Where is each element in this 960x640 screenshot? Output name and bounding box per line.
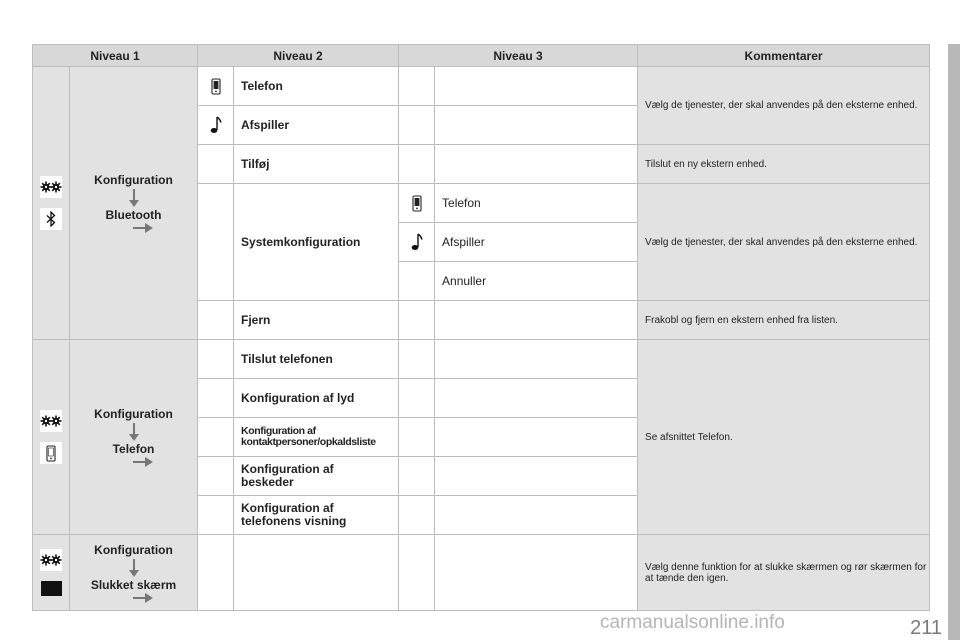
level2-icon-cell [198,535,234,611]
level2-item-label: Konfiguration af kontaktpersoner/opkaldsliste [241,425,376,448]
level3-item [435,496,638,535]
phone-icon [412,195,422,212]
arrow-right-icon [133,457,153,467]
level3-icon-cell [399,379,435,418]
level2-item [234,418,399,457]
phone-icon [211,78,221,95]
header-row [33,45,930,67]
level2-icon-cell [198,496,234,535]
level3-icon-cell [399,223,435,262]
page-number: 211 [910,617,942,639]
level3-item [435,535,638,611]
header-level3: Niveau 3 [399,45,638,67]
level2-icon-cell [198,418,234,457]
comment-cell: Frakobl og fjern en ekstern enhed fra listen. [638,301,930,340]
level2-item: Afspiller [234,106,399,145]
gear-icon [40,410,62,432]
table-row [33,67,930,106]
level2-icon-cell [198,301,234,340]
level3-item [435,145,638,184]
arrow-right-icon [133,593,153,603]
level3-icon-cell [399,535,435,611]
bluetooth-icon [40,208,62,230]
gear-icon [40,549,62,571]
level3-item [435,379,638,418]
level3-item: Annuller [435,262,638,301]
page-edge-tab [948,44,960,640]
level3-icon-cell [399,262,435,301]
level1-sublabel: Slukket skærm [90,577,177,592]
level3-icon-cell [399,457,435,496]
table-row [33,340,930,379]
header-level1: Niveau 1 [33,45,198,67]
level2-icon-cell [198,145,234,184]
level3-item [435,67,638,106]
watermark: carmanualsonline.info [600,612,785,633]
level3-icon-cell [399,418,435,457]
comment-cell: Vælg denne funktion for at slukke skærmen og rør skærmen for at tænde den igen. [638,535,930,611]
level2-item: Konfiguration af lyd [234,379,399,418]
level1-sublabel: Bluetooth [105,208,162,222]
level2-icon-cell [198,184,234,301]
table-row [33,535,930,611]
level2-item: Fjern [234,301,399,340]
level3-item: Afspiller [435,223,638,262]
comment-cell: Se afsnittet Telefon. [638,340,930,535]
level2-item: Systemkonfiguration [234,184,399,301]
level3-item [435,340,638,379]
level3-icon-cell [399,496,435,535]
level1-cell [70,535,198,611]
level3-icon-cell [399,340,435,379]
arrow-down-icon [129,189,139,207]
music-note-icon [411,233,423,251]
gear-icon [40,176,62,198]
music-note-icon [210,116,222,134]
comment-cell: Vælg de tjenester, der skal anvendes på den eksterne enhed. [638,184,930,301]
group-icons [33,340,70,535]
level2-icon-cell [198,67,234,106]
level3-icon-cell [399,145,435,184]
header-comments: Kommentarer [638,45,930,67]
level3-item [435,106,638,145]
comment-cell: Vælg de tjenester, der skal anvendes på den eksterne enhed. [638,67,930,145]
arrow-right-icon [133,223,153,233]
arrow-down-icon [129,423,139,441]
level2-item [234,535,399,611]
level1-sublabel: Telefon [112,442,155,456]
level2-item-label: Konfiguration af beskeder [241,462,334,489]
level3-icon-cell [399,67,435,106]
level2-item: Telefon [234,67,399,106]
level1-cell [70,340,198,535]
level2-icon-cell [198,379,234,418]
arrow-down-icon [129,559,139,577]
level2-item: Tilslut telefonen [234,340,399,379]
level1-cell [70,67,198,340]
level2-item [234,457,399,496]
comment-cell: Tilslut en ny ekstern enhed. [638,145,930,184]
level2-item-label: Konfiguration af telefonens visning [241,501,347,528]
level2-icon-cell [198,106,234,145]
level1-label: Konfiguration [94,407,173,421]
level2-item [234,496,399,535]
level3-item [435,301,638,340]
level3-icon-cell [399,106,435,145]
level3-item [435,418,638,457]
level2-item: Tilføj [234,145,399,184]
level3-icon-cell [399,184,435,223]
level2-icon-cell [198,457,234,496]
phone-icon [40,442,62,464]
level1-label: Konfiguration [94,173,173,187]
level1-label: Konfiguration [94,542,173,557]
menu-table [32,44,930,611]
screen-off-icon [41,581,62,596]
level2-icon-cell [198,340,234,379]
group-icons [33,67,70,340]
header-level2: Niveau 2 [198,45,399,67]
level3-icon-cell [399,301,435,340]
level3-item [435,457,638,496]
group-icons [33,535,70,611]
level3-item: Telefon [435,184,638,223]
